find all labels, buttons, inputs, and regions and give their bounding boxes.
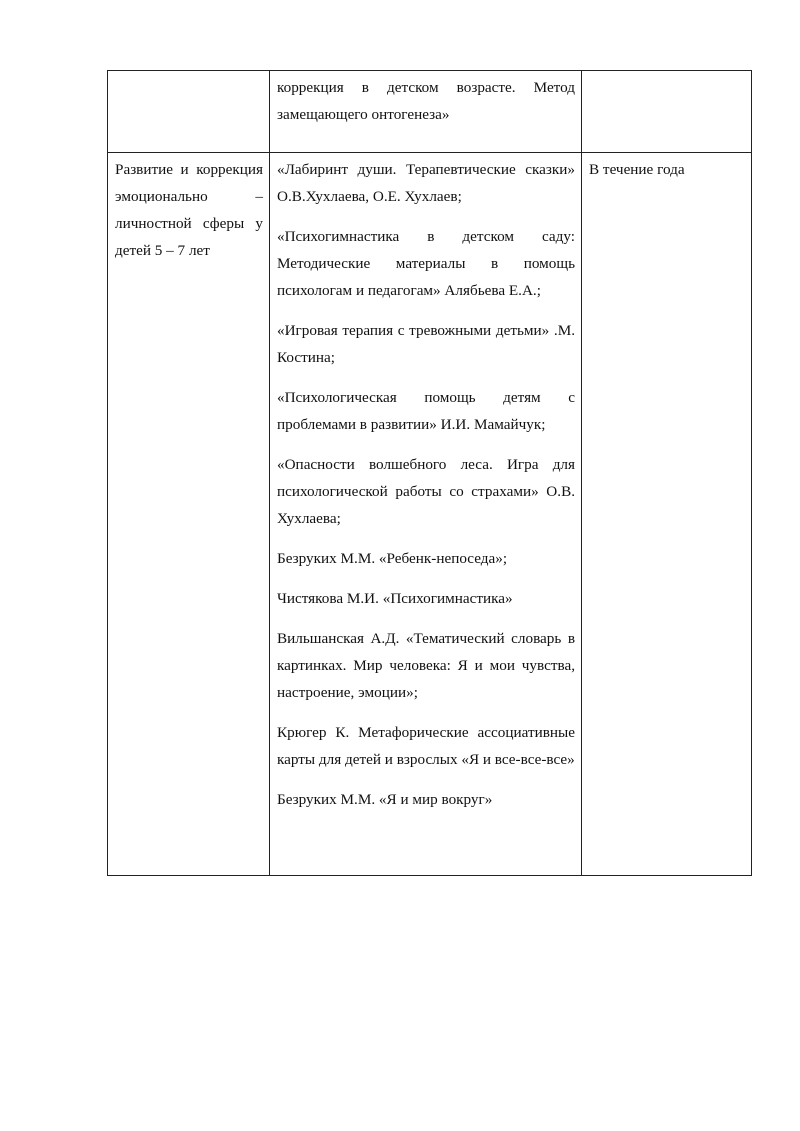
reference-item: «Опасности волшебного леса. Игра для психологической работы со страхами» О.В. Хухлаева; [277, 456, 575, 527]
reference-item: «Лабиринт души. Терапевтические сказки» О.В.Хухлаева, О.Е. Хухлаев; [277, 161, 575, 205]
table-row [108, 71, 752, 153]
reference-item: Крюгер К. Метафорические ассоциативные карты для детей и взрослых «Я и все-все-все» [277, 724, 575, 768]
reference-item: «Игровая терапия с тревожными детьми» .М. Костина; [277, 322, 575, 366]
program-table [107, 70, 752, 876]
table-cell-empty [582, 71, 752, 153]
table-row [108, 153, 752, 876]
table-cell-topic: Развитие и коррекция эмоционально – личностной сферы у детей 5 – 7 лет [108, 153, 270, 876]
reference-item: Вильшанская А.Д. «Тематический словарь в картинках. Мир человека: Я и мои чувства, настроение, эмоции»; [277, 630, 575, 701]
reference-item: «Психологическая помощь детям с проблемами в развитии» И.И. Мамайчук; [277, 389, 575, 433]
reference-item: «Психогимнастика в детском саду: Методические материалы в помощь психологам и педагогам» Алябьева Е.А.; [277, 228, 575, 299]
table-cell-empty [108, 71, 270, 153]
table-cell-references [270, 153, 582, 876]
table-cell-continuation: коррекция в детском возрасте. Метод замещающего онтогенеза» [270, 71, 582, 153]
table-cell-period: В течение года [582, 153, 752, 876]
reference-item: Чистякова М.И. «Психогимнастика» [277, 590, 513, 607]
reference-item: Безруких М.М. «Ребенк-непоседа»; [277, 550, 508, 567]
reference-item: Безруких М.М. «Я и мир вокруг» [277, 791, 493, 808]
